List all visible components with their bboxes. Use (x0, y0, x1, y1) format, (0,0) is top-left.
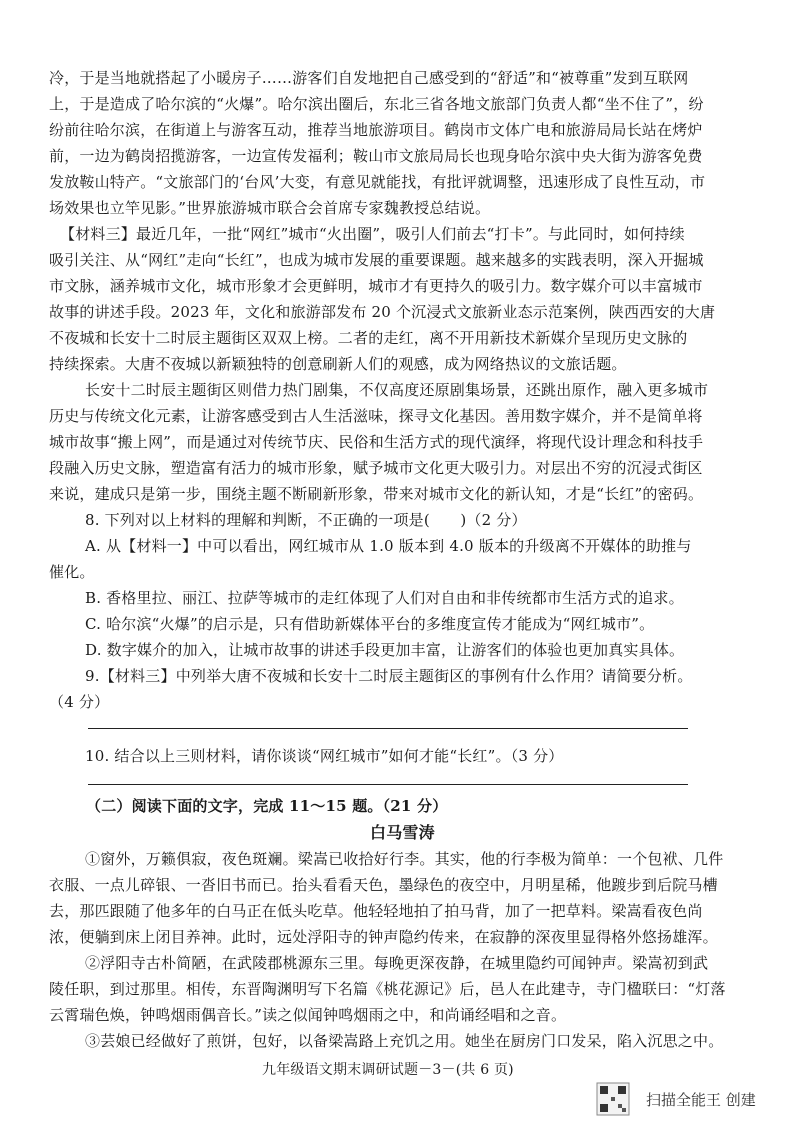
text-line: 故事的讲述手段。2023 年，文化和旅游部发布 20 个沉浸式文旅新业态示范案例，陕西西安的大唐 (49, 303, 716, 321)
option-b: B. 香格里拉、丽江、拉萨等城市的走红体现了人们对自由和非传统都市生活方式的追求。 (85, 589, 684, 607)
text-line: 吸引关注、从“网红”走向“长红”，也成为城市发展的重要课题。越来越多的实践表明，深入开掘城 (49, 251, 704, 269)
text-line: 来说，建成只是第一步，围绕主题不断刷新形象，带来对城市文化的新认知，才是“长红”的密码。 (49, 485, 704, 503)
page-footer: 九年级语文期末调研试题－3－(共 6 页) (262, 1062, 514, 1078)
text-line: 浓，便躺到床上闭目养神。此时，远处浮阳寺的钟声隐约传来，在寂静的深夜里显得格外悠扬雄浑。 (49, 928, 718, 946)
option-a-cont: 催化。 (49, 563, 95, 581)
question-10: 10. 结合以上三则材料，请你谈谈“网红城市”如何才能“长红”。（3 分） (85, 747, 564, 765)
text-line: 陵任职，到过那里。相传，东晋陶渊明写下名篇《桃花源记》后，邑人在此建寺，寺门楹联曰：“灯落 (49, 980, 726, 998)
question-9: 9.【材料三】中列举大唐不夜城和长安十二时辰主题街区的事例有什么作用？请简要分析。 (85, 667, 693, 685)
question-9-score: （4 分） (49, 693, 110, 711)
text-line: 市文脉，涵养城市文化，城市形象才会更鲜明，城市才有更持久的吸引力。数字媒介可以丰富城市 (49, 277, 703, 295)
text-line: 长安十二时辰主题街区则借力热门剧集，不仅高度还原剧集场景，还跳出原作，融入更多城市 (85, 381, 709, 399)
option-c: C. 哈尔滨“火爆”的启示是，只有借助新媒体平台的多维度宣传才能成为“网红城市”。 (85, 615, 655, 633)
text-line: 场效果也立竿见影。”世界旅游城市联合会首席专家魏教授总结说。 (49, 199, 491, 217)
story-title: 白马雪涛 (370, 823, 435, 842)
camscanner-logo-icon (596, 1082, 640, 1116)
text-line: 发放鞍山特产。“文旅部门的‘台风’大变，有意见就能找，有批评就调整，迅速形成了良性互动，市 (49, 173, 706, 191)
text-line: 城市故事“搬上网”，而是通过对传统节庆、民俗和生活方式的现代演绎，将现代设计理念和科技手 (49, 433, 704, 451)
text-line: 去，那匹跟随了他多年的白马正在低头吃草。他轻轻地拍了拍马背，加了一把草料。梁嵩看夜色尚 (49, 902, 703, 920)
text-line: 不夜城和长安十二时辰主题街区双双上榜。二者的走红，离不开用新技术新媒介呈现历史文脉的 (49, 329, 688, 347)
text-line: 云霄瑞色焕，钟鸣烟雨偶音长。”读之似闻钟鸣烟雨之中，和尚诵经唱和之音。 (49, 1006, 567, 1024)
paragraph-2: ②浮阳寺古朴简陋，在武陵郡桃源东三里。每晚更深夜静，在城里隐约可闻钟声。梁嵩初到武 (85, 954, 709, 972)
text-line: 衣服、一点儿碎银、一沓旧书而已。抬头看看天色，墨绿色的夜空中，月明星稀，他踱步到后院马槽 (49, 876, 718, 894)
text-line: 持续探索。大唐不夜城以新颖独特的创意刷新人们的观感，成为网络热议的文旅话题。 (49, 355, 627, 373)
brand-name: 扫描全能王 创建 (646, 1090, 756, 1109)
text-line: 段融入历史文脉，塑造富有活力的城市形象，赋予城市文化更大吸引力。对层出不穷的沉浸式街区 (49, 459, 703, 477)
answer-line-10[interactable] (88, 784, 688, 785)
text-line: 上，于是造成了哈尔滨的“火爆”。哈尔滨出圈后，东北三省各地文旅部门负责人都“坐不住了”，纷 (49, 95, 704, 113)
section-heading: （二）阅读下面的文字，完成 11～15 题。（21 分） (86, 797, 448, 815)
answer-line-9[interactable] (88, 728, 688, 729)
text-line: 前，一边为鹤岗招揽游客，一边宣传发福利；鞍山市文旅局局长也现身哈尔滨中央大街为游客免费 (49, 147, 703, 165)
text-line: 冷，于是当地就搭起了小暖房子……游客们自发地把自己感受到的“舒适”和“被尊重”发到互联网 (49, 69, 689, 87)
option-d: D. 数字媒介的加入，让城市故事的讲述手段更加丰富，让游客们的体验也更加真实具体。 (85, 641, 685, 659)
text-line: 历史与传统文化元素，让游客感受到古人生活滋味，探寻文化基因。善用数字媒介，并不是简单将 (49, 407, 703, 425)
paragraph-1: ①窗外，万籁俱寂，夜色斑斓。梁嵩已收拾好行李。其实，他的行李极为简单：一个包袱、几件 (85, 850, 724, 868)
option-a: A. 从【材料一】中可以看出，网红城市从 1.0 版本到 4.0 版本的升级离不开媒体的助推与 (85, 537, 692, 555)
paragraph-3: ③芸娘已经做好了煎饼，包好，以备梁嵩路上充饥之用。她坐在厨房门口发呆，陷入沉思之中。 (85, 1032, 724, 1050)
text-line: 【材料三】最近几年，一批“网红”城市“火出圈”，吸引人们前去“打卡”。与此同时，如何持续 (60, 225, 685, 243)
text-line: 纷前往哈尔滨，在街道上与游客互动，推荐当地旅游项目。鹤岗市文体广电和旅游局局长站在烤炉 (49, 121, 703, 139)
question-8: 8. 下列对以上材料的理解和判断，不正确的一项是( )（2 分） (85, 511, 527, 529)
scanner-watermark (596, 1082, 756, 1116)
